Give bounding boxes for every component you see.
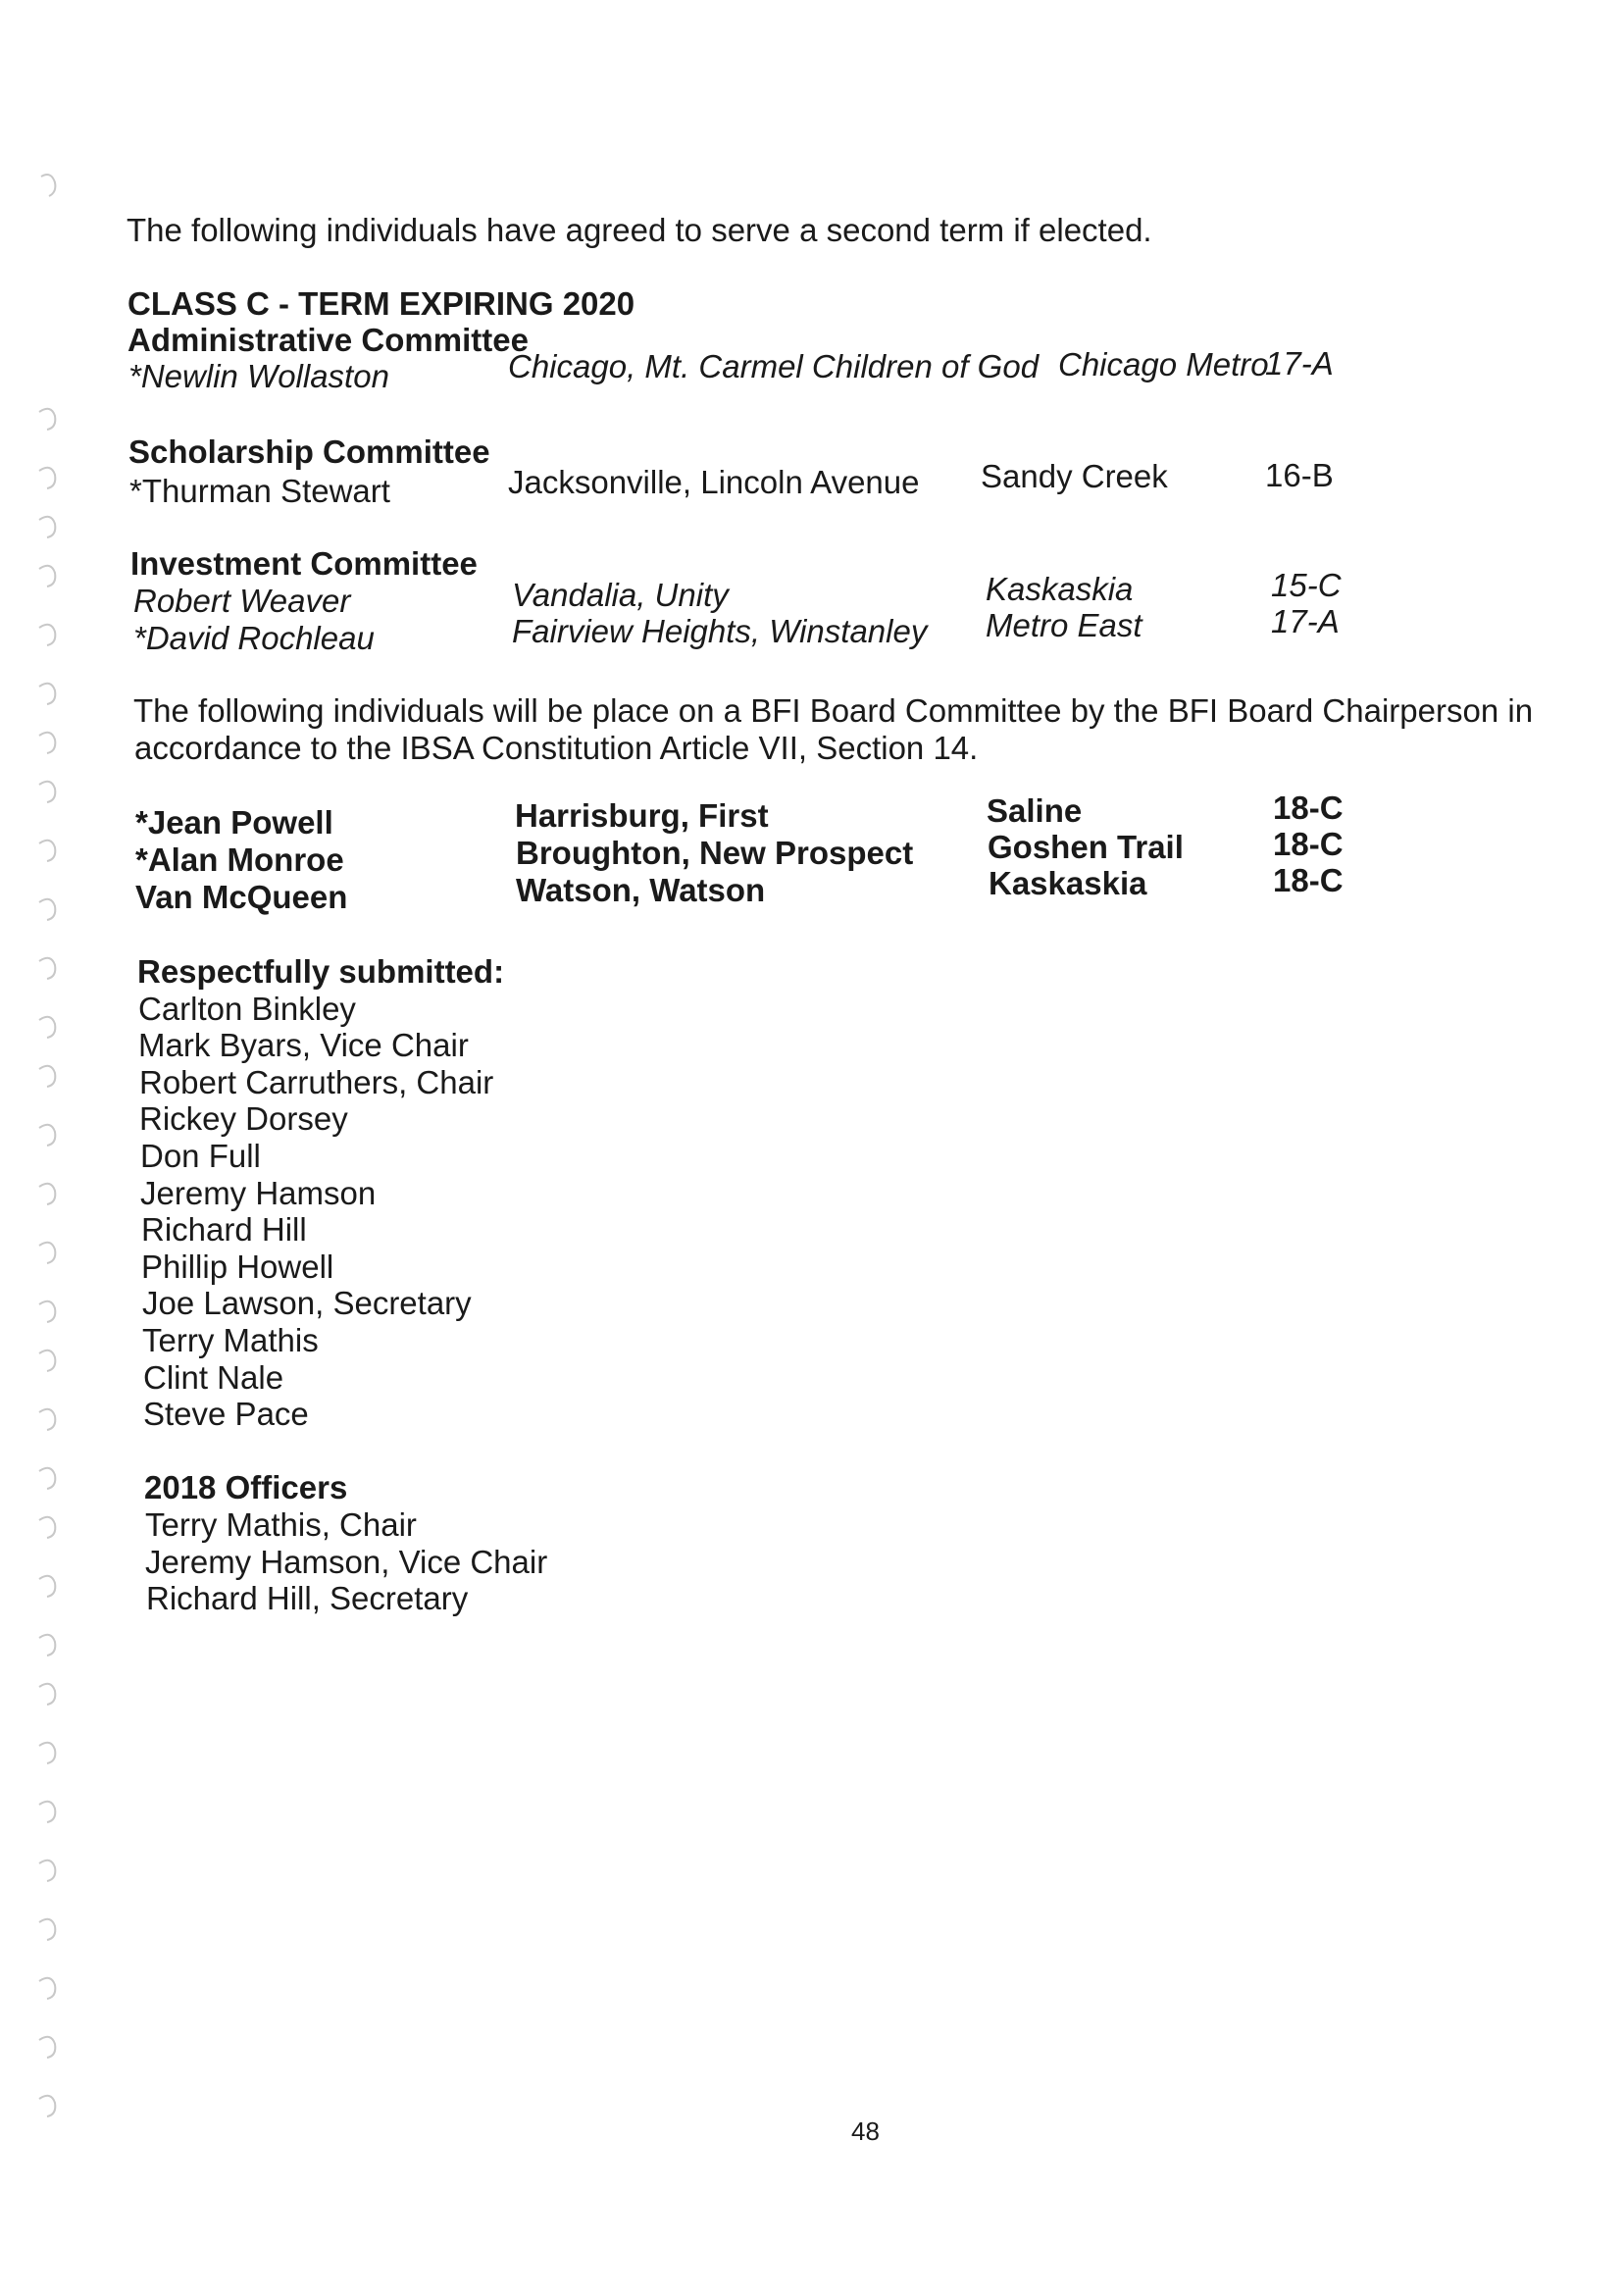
- submitted-name: Don Full: [140, 1138, 261, 1174]
- bfi-member-church: Harrisburg, First: [515, 797, 769, 834]
- member-church: Vandalia, Unity: [512, 577, 729, 613]
- officer-name: Richard Hill, Secretary: [146, 1580, 469, 1616]
- submitted-name: Mark Byars, Vice Chair: [138, 1027, 469, 1063]
- bfi-member-church: Broughton, New Prospect: [516, 835, 914, 871]
- bfi-member-name: *Alan Monroe: [135, 841, 344, 878]
- committee-heading-investment: Investment Committee: [130, 545, 478, 582]
- officer-name: Jeremy Hamson, Vice Chair: [145, 1544, 548, 1580]
- bfi-member-name: Van McQueen: [135, 879, 348, 915]
- submitted-name: Terry Mathis: [142, 1322, 319, 1358]
- member-name: *Newlin Wollaston: [128, 358, 389, 394]
- member-district: 15-C: [1271, 567, 1342, 603]
- member-church: Fairview Heights, Winstanley: [512, 613, 928, 649]
- member-name: *David Rochleau: [133, 620, 375, 656]
- bfi-member-district: 18-C: [1273, 790, 1344, 826]
- officer-name: Terry Mathis, Chair: [145, 1506, 417, 1543]
- page-number: 48: [851, 2116, 880, 2146]
- officers-heading: 2018 Officers: [144, 1469, 348, 1505]
- member-association: Chicago Metro: [1058, 346, 1269, 382]
- committee-heading-administrative: Administrative Committee: [127, 322, 529, 358]
- member-district: 16-B: [1265, 457, 1334, 493]
- bfi-paragraph-line1: The following individuals will be place on a BFI Board Committee by the BFI Board Chairperson in: [133, 692, 1534, 729]
- bfi-member-association: Goshen Trail: [988, 829, 1184, 865]
- bfi-member-church: Watson, Watson: [516, 872, 766, 908]
- member-church: Jacksonville, Lincoln Avenue: [508, 464, 920, 500]
- bfi-member-district: 18-C: [1273, 826, 1344, 862]
- submitted-name: Jeremy Hamson: [140, 1175, 377, 1211]
- bfi-member-association: Saline: [987, 792, 1083, 829]
- bfi-member-association: Kaskaskia: [989, 865, 1147, 901]
- member-association: Metro East: [986, 607, 1142, 643]
- submitted-name: Robert Carruthers, Chair: [139, 1064, 494, 1100]
- committee-heading-scholarship: Scholarship Committee: [128, 433, 490, 470]
- submitted-name: Richard Hill: [141, 1211, 307, 1248]
- bfi-paragraph-line2: accordance to the IBSA Constitution Article VII, Section 14.: [134, 730, 979, 766]
- submitted-name: Joe Lawson, Secretary: [142, 1285, 472, 1321]
- punch-holes-decoration: [22, 59, 90, 2177]
- bfi-member-name: *Jean Powell: [135, 804, 333, 841]
- member-church: Chicago, Mt. Carmel Children of God: [508, 348, 1040, 384]
- member-name: Robert Weaver: [133, 583, 351, 619]
- submitted-name: Phillip Howell: [141, 1249, 334, 1285]
- bfi-member-district: 18-C: [1273, 862, 1344, 898]
- member-association: Kaskaskia: [986, 571, 1134, 607]
- submitted-name: Rickey Dorsey: [139, 1100, 348, 1137]
- submitted-name: Steve Pace: [143, 1396, 309, 1432]
- submitted-heading: Respectfully submitted:: [137, 953, 505, 990]
- submitted-name: Carlton Binkley: [138, 991, 356, 1027]
- member-district: 17-A: [1271, 603, 1340, 639]
- submitted-name: Clint Nale: [143, 1359, 284, 1396]
- member-association: Sandy Creek: [981, 458, 1168, 494]
- member-name: *Thurman Stewart: [129, 473, 390, 509]
- class-heading: CLASS C - TERM EXPIRING 2020: [127, 285, 635, 322]
- intro-text: The following individuals have agreed to serve a second term if elected.: [127, 212, 1152, 248]
- member-district: 17-A: [1265, 345, 1334, 382]
